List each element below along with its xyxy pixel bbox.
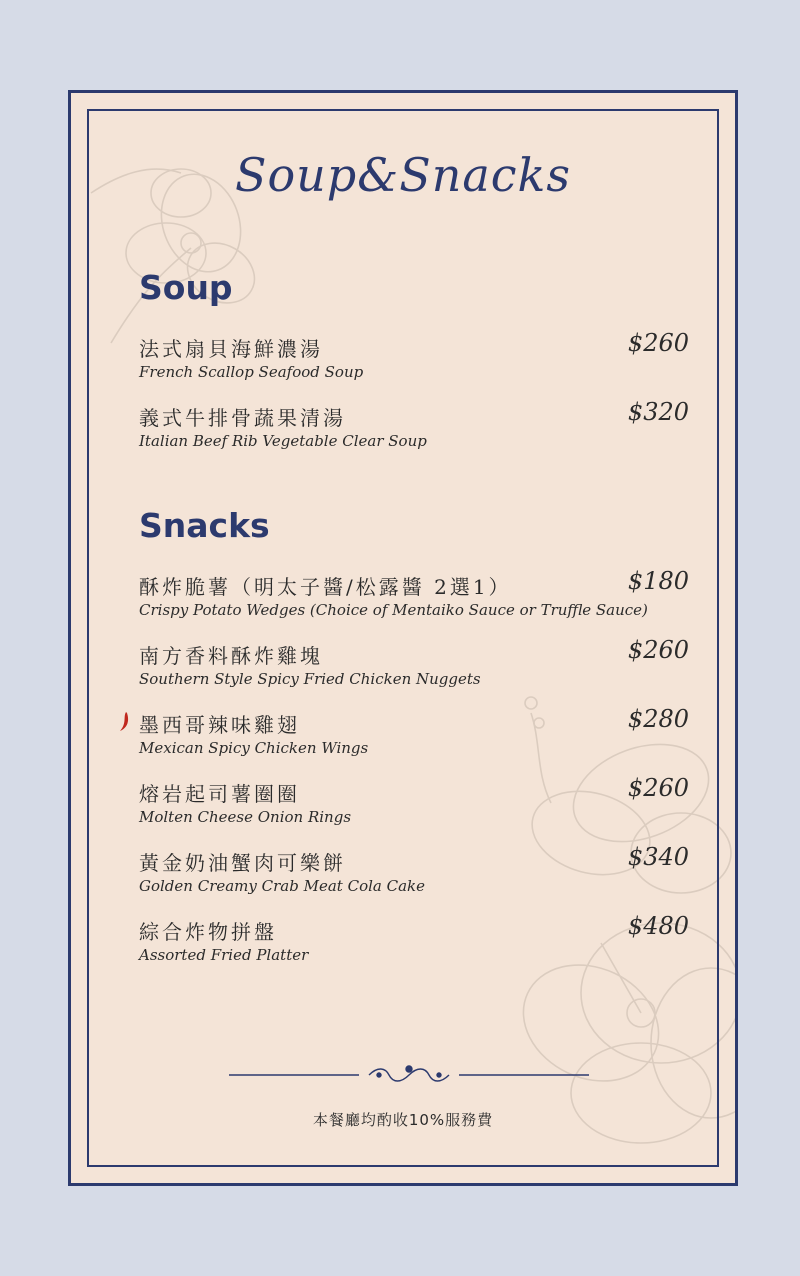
- item-name-en: Golden Creamy Crab Meat Cola Cake: [139, 877, 425, 895]
- menu-item: [139, 843, 689, 907]
- item-name-en: Southern Style Spicy Fried Chicken Nuggets: [139, 670, 481, 688]
- item-price: $480: [627, 912, 689, 940]
- menu-title: Soup&Snacks: [234, 148, 572, 202]
- item-name-en: Molten Cheese Onion Rings: [139, 808, 352, 826]
- item-name-en: Mexican Spicy Chicken Wings: [139, 739, 369, 757]
- item-price: $180: [627, 567, 689, 595]
- item-name-zh: 墨西哥辣味雞翅: [139, 713, 300, 737]
- ornament-divider: [229, 1063, 589, 1087]
- item-price: $260: [627, 636, 689, 664]
- menu-item: [139, 774, 689, 838]
- item-name-en: Crispy Potato Wedges (Choice of Mentaiko Sauce or Truffle Sauce): [139, 601, 648, 619]
- section-heading-soup: Soup: [139, 268, 233, 307]
- menu-item: [139, 705, 689, 769]
- chili-pepper-icon: [117, 711, 131, 733]
- item-price: $340: [627, 843, 689, 871]
- service-charge-note: 本餐廳均酌收10%服務費: [312, 1111, 494, 1129]
- menu-item: [139, 636, 689, 700]
- item-price: $260: [627, 329, 689, 357]
- item-name-en: French Scallop Seafood Soup: [139, 363, 364, 381]
- item-name-en: Assorted Fried Platter: [139, 946, 309, 964]
- menu-card: [68, 90, 738, 1186]
- item-name-zh: 黃金奶油蟹肉可樂餅: [139, 851, 346, 875]
- item-name-en: Italian Beef Rib Vegetable Clear Soup: [139, 432, 427, 450]
- item-name-zh: 義式牛排骨蔬果清湯: [139, 406, 346, 430]
- menu-item: [139, 398, 689, 462]
- menu-item: [139, 567, 689, 631]
- item-name-zh: 法式扇貝海鮮濃湯: [139, 337, 323, 361]
- item-name-zh: 酥炸脆薯（明太子醬/松露醬 2選1）: [139, 575, 512, 599]
- menu-item: [139, 329, 689, 393]
- item-name-zh: 熔岩起司薯圈圈: [139, 782, 300, 806]
- item-name-zh: 綜合炸物拼盤: [139, 920, 277, 944]
- item-price: $280: [627, 705, 689, 733]
- menu-item: [139, 912, 689, 976]
- item-price: $320: [627, 398, 689, 426]
- section-heading-snacks: Snacks: [139, 506, 270, 545]
- item-name-zh: 南方香料酥炸雞塊: [139, 644, 323, 668]
- item-price: $260: [627, 774, 689, 802]
